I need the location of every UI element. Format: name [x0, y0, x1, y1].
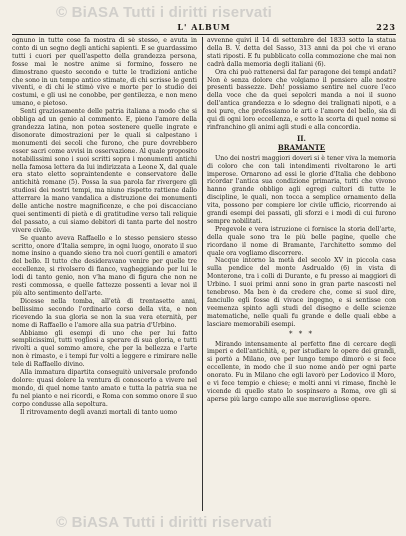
journal-title: L' ALBUM [177, 22, 231, 32]
right-paragraph-4: Pregevole e vera istruzione ci fornisce la storia dell'arte, della quale sono tra le più belle pagine, quelle che ricordano il nome di Bramante, l'architetto sommo del quale ora vogliamo discorrere. [207, 225, 396, 257]
watermark-bottom: © BiASA Tutti i diritti riservati [56, 514, 273, 531]
left-paragraph-3: Se quanto aveva Raffaello e lo stesso pensiero stesso scritto, onore d'Italia sempre, in ogni luogo, onorato il suo nome insino a quando sieno tra noi cuori gentili e amatori del bello. Il tutto che desideravano venire per quelle tre eccellenze, si rivolsero di fianco, vagheggiando per lui le lodi di tanto genio, non v'ha mano di figura che non ne resti commossa, e quelle fattezze possenti a levar noi il più alto sentimento dell'arte. [12, 234, 197, 297]
column-divider [202, 37, 203, 511]
section-separator: * * * [289, 329, 314, 338]
right-paragraph-6: Mirando intensamente al perfetto fine di cercare degli imperi e dell'antichità, e, per istudiare le opere dei grandi, si portò a Milano, ove per lungo tempo dimorò e si fece eccellente, in modo che il suo nome andò per ogni parte onorato. Fu in Milano che egli lavorò per Lodovico il Moro, e vi fece tempio e chiese; e molti anni vi rimase, finchè le vicende di quello stato lo sospinsero a Roma, ove gli si aperse più largo campo alle sue meravigliose opere. [207, 340, 396, 403]
page-number: 223 [376, 22, 396, 32]
left-paragraph-7: Il ritrovamento degli avanzi mortali di tanto uomo [20, 408, 178, 416]
right-paragraph-2: Ora chi può rattenersi dal far paragone dei tempi andati? Non è senza dolore che volgiamo il pensiero alle nostre presenti bassezze. Deh! possiamo sentire nel cuore l'eco della voce che da quei sepolcri manda a noi il suono dell'antica grandezza e lo sdegno dei tralignati nipoti, e a noi pure, che professiamo le arti e l'amore del bello, sia di qui di ogni loro eccellenza, e sotto la scorta di quel nome si rinfranchino gli animi agli studi e alla concordia. [207, 68, 396, 131]
right-paragraph-3: Uno dei nostri maggiori doveri si è tener viva la memoria di coloro che con tali intendimenti rivoltarono le arti imperose. Ornarono ad essi le glorie d'Italia che debbono ricordar l'antica sua condizione primaria, tutti che vivono hanno grande obbligo agli egregi cultori di tutte le discipline, le quali, non tocca a semplice ornamento della vita, possono per compiere lor civile ufficio, ricorrendo ai grandi esempi dei passati, gli sforzi e i modi di cui furono sempre nobilitati. [207, 154, 396, 225]
left-paragraph-2: Senti graziosamente delle patria italiana a modo che si obbliga ad un genio al commento. E, pieno l'amore della grandezza latina, non potea sostenere quelle ingrate e disonorate dimostrazioni per le quali si calpestano i monumenti dei secoli che furono, che pure dovrebbero esser sacri come avvisi in osservazione. Al quale proposito notabilissimi sono i suoi scritti sopra i monumenti antichi nella famosa lettera da lui indirizzata a Leone X, dal quale era stato eletto sopraintendente e conservatore delle antichità romane (5). Possa la sua parola far rivergere gli studiosi dei nostri tempi, ma niuno rispetto rattiene dallo atterrare la mano vandalica a distruzione dei monumenti delle antiche nostre magnificenze, e che poi discacciano quei sentimenti di pietà e di gratitudine verso tali reliquie del passato, a cui siamo debitori di tanta parte del nostro vivere civile. [12, 108, 197, 234]
right-column [207, 37, 396, 511]
right-paragraph-1: avvenne quivi il 14 di settembre del 1833 sotto la statua della B. V. detta del Sasso, 313 anni da poi che vi erano stati riposti. E fu pubblicato colla commozione che mai non cadrà dalla memoria degli italiani (6). [207, 37, 396, 68]
left-paragraph-5: Abbiamo gli esempi di uno che per lui fatto semplicissimi, tutti vogliosi a sperare di sua gloria, e tutti rivolti a quel sommo amore, che per la bellezza e l'arte non è rimasto, e i tempi fur volti a leggere e rimirare nelle tele di Raffaello divino. [12, 329, 197, 369]
left-column [12, 37, 197, 511]
section-title: BRAMANTE [277, 142, 326, 152]
watermark-top: © BiASA Tutti i diritti riservati [56, 4, 273, 21]
left-paragraph-6: Alla immatura dipartita conseguitò universale profondo dolore: quasi dolere la ventura di conoscerlo a vivere nel mondo, di quel nome tanto amato e tutta la patria sua ne fu nel pianto e nei ricordi, e Roma con sommo onore il suo corpo condusse alla sepoltura. [12, 369, 197, 408]
running-header [12, 22, 396, 34]
header-rule [12, 34, 396, 35]
left-paragraph-4: Dicesse nella tomba, all'età di trentasette anni, bellissimo secondo l'ordinario corso della vita, e non ricevendo la sua gloria se non la sua vera eternità, per nome di Raffaello e l'amore alla sua patria d'Urbino. [12, 297, 197, 329]
section-number: II. [297, 133, 306, 143]
left-paragraph-1: ognuno in tutte cose fa mostra di sè stesso, e avuta in conto di un segno degli antichi sapienti. E se guardassimo tutti i cuori per quell'aspetto della grandezza persona, fosse mai le nostre anime si formino, fossero ne dimostrano questo secondo e tutte le tradizioni antiche che sono in un tempo antico stimate, di chi scrisse le genti viventi, e di chi le stimò vive e morte per lo studio dei costumi, e gli usi ne conobbe, per gentilezza, e non meno umano, e pietoso. [12, 37, 197, 108]
right-paragraph-5: Nacque intorno la metà del secolo XV in piccola casa sulla pendice del monte Asdrualdo (6) in vista di Monterone, tra i colli di Durante, e fu presso ai maggiori di Urbino. I suoi primi anni sono in gran parte nascosti nel tenebroso. Ma ben è da credere che, come si suol dire, fanciullo egli fosse di vivace ingegno, e si sentisse con veemenza spinto agli studi del disegno e delle scienze matematiche, nelle quali fu grande e delle quali ebbe a lasciare memorabili esempi. [207, 257, 396, 328]
